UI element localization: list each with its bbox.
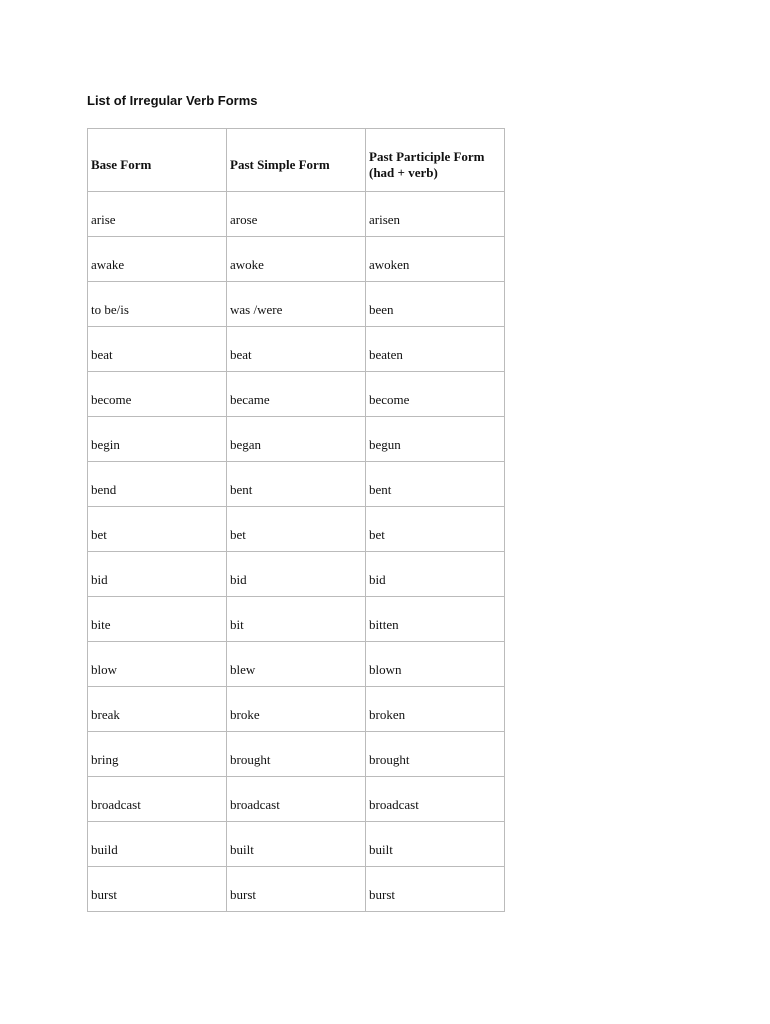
base-form-cell: build: [88, 822, 227, 867]
past-simple-cell: built: [227, 822, 366, 867]
header-past: Past Simple Form: [227, 129, 366, 192]
table-row: [88, 777, 505, 822]
table-row: [88, 327, 505, 372]
table-row: [88, 687, 505, 732]
past-participle-cell: become: [366, 372, 505, 417]
past-simple-cell: bid: [227, 552, 366, 597]
past-participle-cell: begun: [366, 417, 505, 462]
base-form-cell: broadcast: [88, 777, 227, 822]
past-participle-cell: arisen: [366, 192, 505, 237]
table-row: [88, 867, 505, 912]
base-form-cell: to be/is: [88, 282, 227, 327]
past-simple-cell: burst: [227, 867, 366, 912]
table-row: [88, 192, 505, 237]
table-row: [88, 237, 505, 282]
past-simple-cell: arose: [227, 192, 366, 237]
past-simple-cell: blew: [227, 642, 366, 687]
past-simple-cell: beat: [227, 327, 366, 372]
base-form-cell: arise: [88, 192, 227, 237]
past-simple-cell: bent: [227, 462, 366, 507]
base-form-cell: blow: [88, 642, 227, 687]
base-form-cell: awake: [88, 237, 227, 282]
past-simple-cell: began: [227, 417, 366, 462]
base-form-cell: bet: [88, 507, 227, 552]
base-form-cell: break: [88, 687, 227, 732]
table-row: [88, 597, 505, 642]
table-row: [88, 372, 505, 417]
past-participle-cell: broken: [366, 687, 505, 732]
table-row: [88, 822, 505, 867]
past-simple-cell: broke: [227, 687, 366, 732]
table-row: [88, 462, 505, 507]
past-simple-cell: became: [227, 372, 366, 417]
base-form-cell: begin: [88, 417, 227, 462]
table-row: [88, 282, 505, 327]
past-simple-cell: brought: [227, 732, 366, 777]
past-simple-cell: broadcast: [227, 777, 366, 822]
header-participle: Past Participle Form (had + verb): [366, 129, 505, 192]
past-participle-cell: burst: [366, 867, 505, 912]
header-base: Base Form: [88, 129, 227, 192]
table-row: [88, 507, 505, 552]
base-form-cell: become: [88, 372, 227, 417]
past-participle-cell: been: [366, 282, 505, 327]
base-form-cell: bite: [88, 597, 227, 642]
table-row: [88, 732, 505, 777]
past-participle-cell: brought: [366, 732, 505, 777]
table-row: [88, 552, 505, 597]
past-participle-cell: bitten: [366, 597, 505, 642]
table-row: [88, 417, 505, 462]
past-participle-cell: beaten: [366, 327, 505, 372]
base-form-cell: bend: [88, 462, 227, 507]
past-participle-cell: built: [366, 822, 505, 867]
past-participle-cell: awoken: [366, 237, 505, 282]
page-title: List of Irregular Verb Forms: [87, 93, 258, 108]
base-form-cell: bring: [88, 732, 227, 777]
past-participle-cell: bid: [366, 552, 505, 597]
base-form-cell: burst: [88, 867, 227, 912]
header-row: [88, 129, 505, 192]
past-participle-cell: bet: [366, 507, 505, 552]
verb-table: [87, 128, 505, 912]
past-simple-cell: was /were: [227, 282, 366, 327]
past-simple-cell: bet: [227, 507, 366, 552]
past-simple-cell: awoke: [227, 237, 366, 282]
base-form-cell: bid: [88, 552, 227, 597]
past-participle-cell: blown: [366, 642, 505, 687]
past-participle-cell: broadcast: [366, 777, 505, 822]
past-simple-cell: bit: [227, 597, 366, 642]
table-row: [88, 642, 505, 687]
base-form-cell: beat: [88, 327, 227, 372]
past-participle-cell: bent: [366, 462, 505, 507]
